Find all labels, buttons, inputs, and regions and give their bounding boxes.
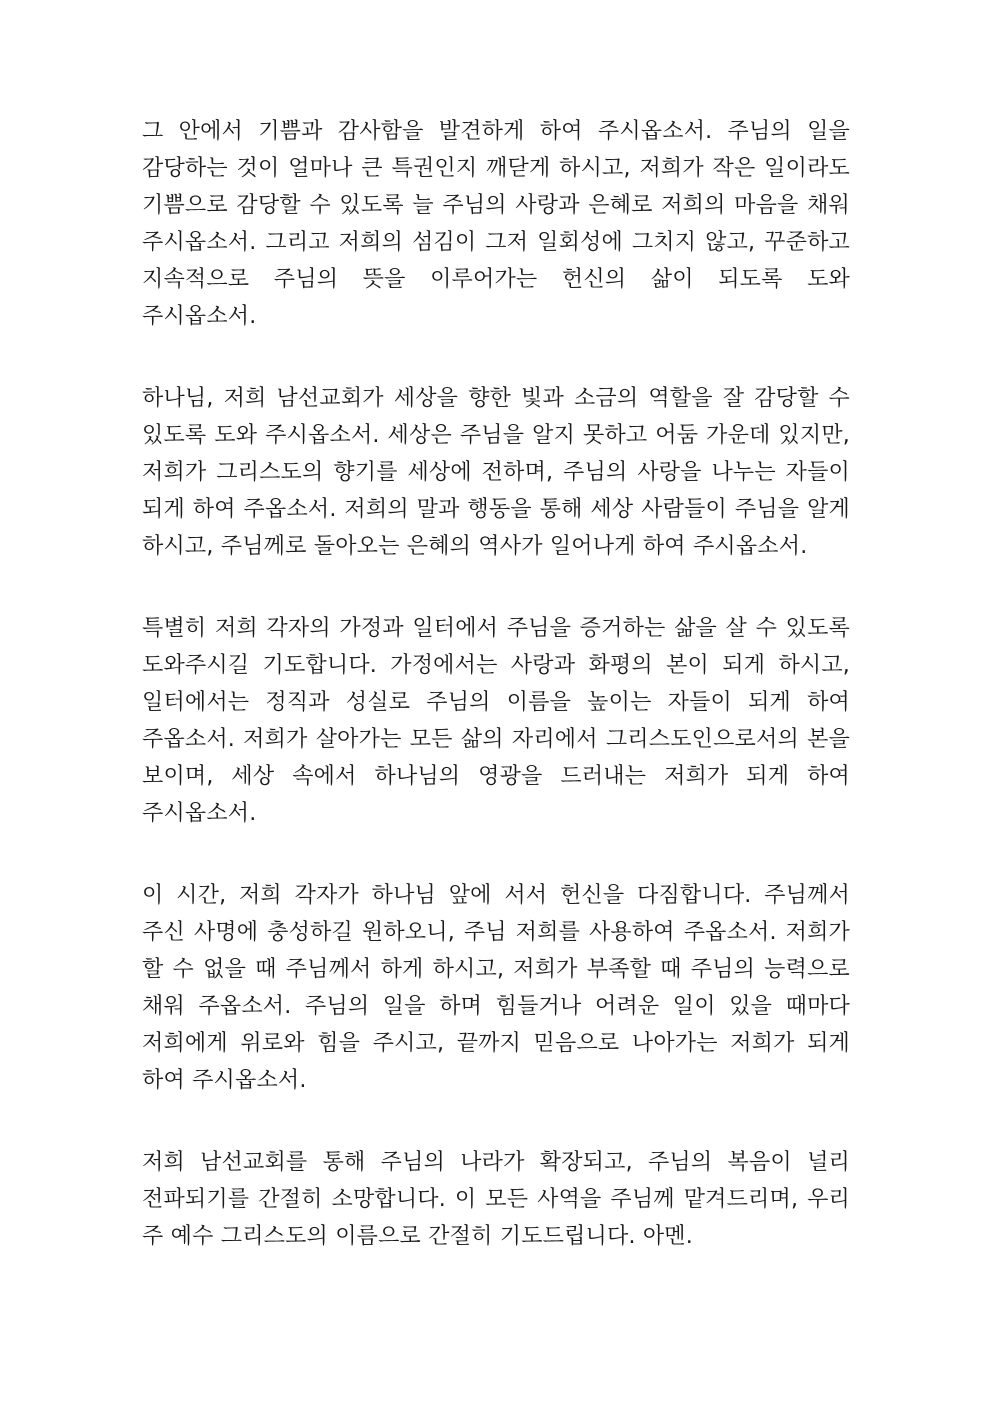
- paragraph-1: 그 안에서 기쁨과 감사함을 발견하게 하여 주시옵소서. 주님의 일을 감당하는 것이 얼마나 큰 특권인지 깨닫게 하시고, 저희가 작은 일이라도 기쁨으로 감당할 수 있도록 늘 주님의 사랑과 은혜로 저희의 마음을 채워 주시옵소서. 그리고 저희의 섬김이 그저 일회성에 그치지 않고, 꾸준하고 지속적으로 주님의 뜻을 이루어가는 헌신의 삶이 되도록 도와 주시옵소서.: [142, 119, 850, 329]
- paragraph-4: 이 시간, 저희 각자가 하나님 앞에 서서 헌신을 다짐합니다. 주님께서 주신 사명에 충성하길 원하오니, 주님 저희를 사용하여 주옵소서. 저희가 할 수 없을 때 주님께서 하게 하시고, 저희가 부족할 때 주님의 능력으로 채워 주옵소서. 주님의 일을 하며 힘들거나 어려운 일이 있을 때마다 저희에게 위로와 힘을 주시고, 끝까지 믿음으로 나아가는 저희가 되게 하여 주시옵소서.: [142, 883, 850, 1093]
- paragraph-5: 저희 남선교회를 통해 주님의 나라가 확장되고, 주님의 복음이 널리 전파되기를 간절히 소망합니다. 이 모든 사역을 주님께 맡겨드리며, 우리 주 예수 그리스도의 이름으로 간절히 기도드립니다. 아멘.: [142, 1150, 850, 1249]
- prayer-text: [142, 113, 850, 1255]
- paragraph-3: 특별히 저희 각자의 가정과 일터에서 주님을 증거하는 삶을 살 수 있도록 도와주시길 기도합니다. 가정에서는 사랑과 화평의 본이 되게 하시고, 일터에서는 정직과 성실로 주님의 이름을 높이는 자들이 되게 하여 주옵소서. 저희가 살아가는 모든 삶의 자리에서 그리스도인으로서의 본을 보이며, 세상 속에서 하나님의 영광을 드러내는 저희가 되게 하여 주시옵소서.: [142, 616, 850, 826]
- paragraph-2: 하나님, 저희 남선교회가 세상을 향한 빛과 소금의 역할을 잘 감당할 수 있도록 도와 주시옵소서. 세상은 주님을 알지 못하고 어둠 가운데 있지만, 저희가 그리스도의 향기를 세상에 전하며, 주님의 사랑을 나누는 자들이 되게 하여 주옵소서. 저희의 말과 행동을 통해 세상 사람들이 주님을 알게 하시고, 주님께로 돌아오는 은혜의 역사가 일어나게 하여 주시옵소서.: [142, 386, 850, 559]
